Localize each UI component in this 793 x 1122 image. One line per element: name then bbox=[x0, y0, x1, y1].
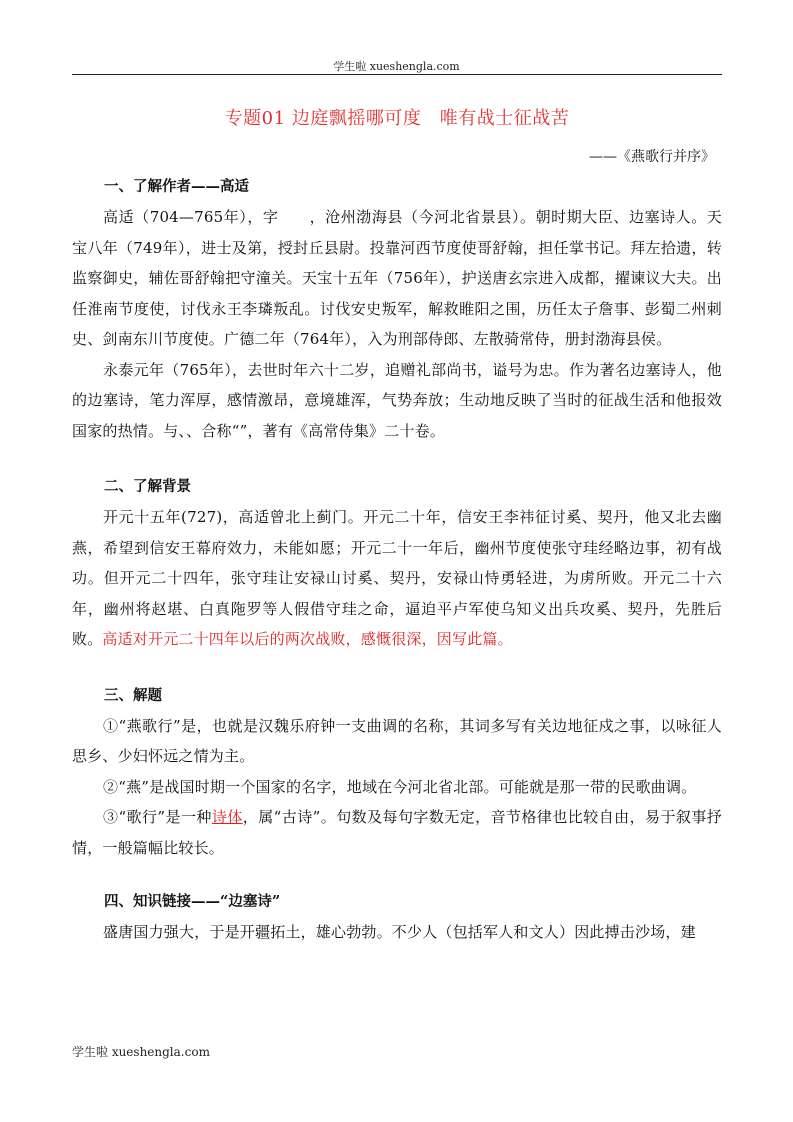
poetry-form-link[interactable]: 诗体 bbox=[211, 808, 243, 826]
spacer bbox=[72, 655, 722, 681]
background-highlight: 高适对开元二十四年以后的两次战败，感慨很深，因写此篇。 bbox=[102, 630, 513, 648]
spacer bbox=[72, 446, 722, 472]
header-rule bbox=[72, 74, 722, 75]
section-heading-explain: 三、解题 bbox=[104, 686, 162, 704]
section-background bbox=[72, 472, 722, 655]
section-knowledge-link bbox=[72, 887, 722, 948]
explain-text-a: ③“歌行”是一种 bbox=[103, 808, 212, 826]
document-body bbox=[72, 172, 722, 948]
section-author bbox=[72, 172, 722, 446]
author-paragraph-2: 永泰元年（765年），去世时年六十二岁，追赠礼部尚书，谥号为忠。作为著名边塞诗人，他的边塞诗，笔力浑厚，感情激昂，意境雄浑，气势奔放；生动地反映了当时的征战生活和他报效国家的热情。与、、合称“”，著有《高常侍集》二十卷。 bbox=[72, 360, 722, 440]
page-title: 专题01 边庭飘摇哪可度 唯有战士征战苦 bbox=[224, 108, 570, 129]
explain-text-b: ，属“古诗”。句数及每句字数无定，音节格律也比较自由，易于叙事抒情，一般篇幅比较长。 bbox=[72, 808, 722, 857]
background-paragraph bbox=[72, 502, 722, 655]
explain-paragraph-1: ①“燕歌行”是，也就是汉魏乐府钟一支曲调的名称，其词多写有关边地征戍之事，以咏征人思乡、少妇怀远之情为主。 bbox=[72, 716, 722, 765]
section-heading-knowledge: 四、知识链接——“边塞诗” bbox=[104, 893, 281, 910]
background-text: 开元十五年(727)，高适曾北上蓟门。开元二十年，信安王李祎征讨奚、契丹，他又北去幽燕，希望到信安王幕府效力，未能如愿；开元二十一年后，幽州节度使张守珪经略边事，初有战功。但开元二十四年，张守珪让安禄山讨奚、契丹，安禄山恃勇轻进，为虏所败。开元二十六年，幽州将赵堪、白真陁罗等人假借守珪之命，逼迫平卢军使乌知义出兵攻奚、契丹，先胜后败。 bbox=[72, 508, 722, 648]
section-explain bbox=[72, 681, 722, 864]
explain-paragraph-3 bbox=[72, 802, 722, 863]
spacer bbox=[72, 863, 722, 887]
page-footer: 学生啦 xueshengla.com bbox=[72, 1045, 210, 1059]
explain-paragraph-2: ②“燕”是战国时期一个国家的名字，地域在今河北省北部。可能就是那一带的民歌曲调。 bbox=[103, 777, 697, 796]
page-header: 学生啦 xueshengla.com bbox=[333, 60, 460, 73]
author-paragraph-1: 高适（704—765年），字 ，沧州渤海县（今河北省景县）。朝时期大臣、边塞诗人。天宝八年（749年），进士及第，授封丘县尉。投靠河西节度使哥舒翰，担任掌书记。拜左拾遗，转监察御史，辅佐哥舒翰把守潼关。天宝十五年（756年），护送唐玄宗进入成都，擢谏议大夫。出任淮南节度使，讨伐永王李璘叛乱。讨伐安史叛军，解救睢阳之围，历任太子詹事、彭蜀二州刺史、剑南东川节度使。广德二年（764年），入为刑部侍郎、左散骑常侍，册封渤海县侯。 bbox=[72, 208, 722, 348]
section-heading-background: 二、了解背景 bbox=[104, 478, 191, 495]
section-heading-author: 一、了解作者——高适 bbox=[104, 178, 249, 195]
page-subtitle: ——《燕歌行并序》 bbox=[589, 149, 715, 165]
knowledge-paragraph-1: 盛唐国力强大，于是开疆拓土，雄心勃勃。不少人（包括军人和文人）因此搏击沙场，建 bbox=[103, 923, 696, 941]
